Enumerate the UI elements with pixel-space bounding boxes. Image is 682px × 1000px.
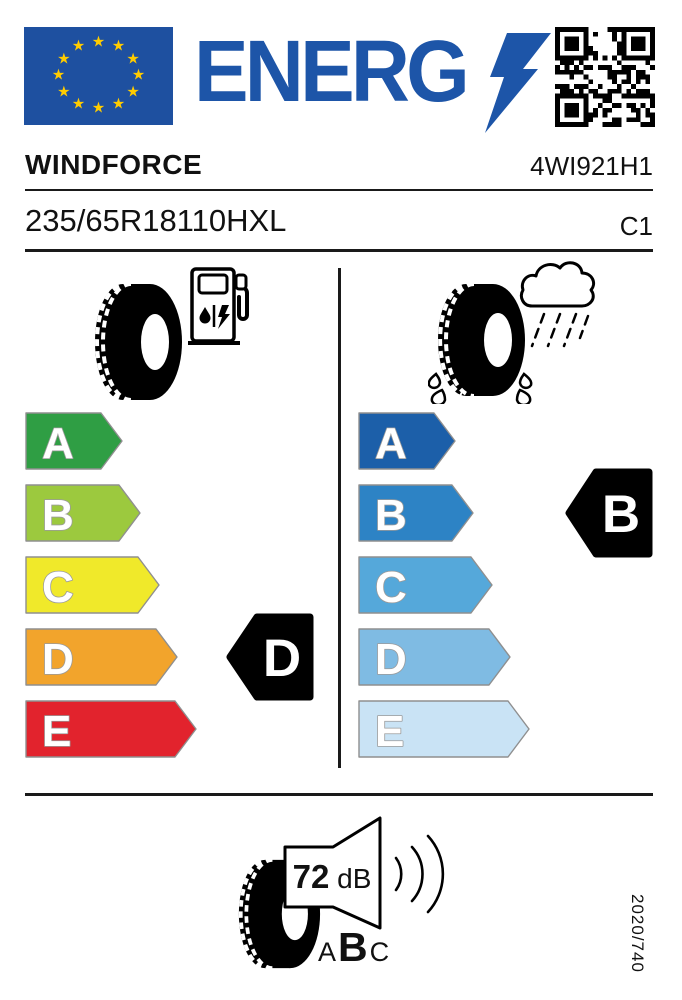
class-letter: B bbox=[42, 491, 74, 540]
eu-star-icon: ★ bbox=[126, 50, 140, 67]
wet-grip-scale bbox=[358, 412, 543, 758]
divider-line bbox=[25, 249, 653, 252]
fuel-rating-letter: D bbox=[262, 629, 302, 688]
eu-star-icon: ★ bbox=[126, 83, 140, 100]
class-letter: D bbox=[42, 635, 74, 684]
regulation-number: 2020/740 bbox=[628, 894, 647, 973]
class-A-arrow bbox=[26, 413, 122, 469]
class-letter: E bbox=[375, 707, 405, 756]
eu-star-icon: ★ bbox=[71, 95, 86, 113]
noise-class-B: B bbox=[338, 924, 368, 970]
class-letter: B bbox=[375, 491, 407, 540]
rain-cloud-icon bbox=[518, 258, 600, 358]
sound-waves-icon bbox=[390, 826, 454, 922]
noise-db-unit: dB bbox=[337, 863, 372, 894]
fuel-efficiency-scale bbox=[25, 412, 210, 758]
eu-star-icon: ★ bbox=[111, 37, 126, 55]
class-letter: E bbox=[42, 707, 72, 756]
eu-star-icon: ★ bbox=[91, 99, 106, 117]
eu-star-icon: ★ bbox=[131, 66, 146, 84]
eu-star-icon: ★ bbox=[71, 37, 86, 55]
noise-class-letters bbox=[318, 924, 389, 968]
wet-grip-rating-letter: B bbox=[601, 485, 641, 544]
class-letter: A bbox=[375, 419, 407, 468]
class-letter: C bbox=[42, 563, 74, 612]
eu-star-icon: ★ bbox=[91, 33, 106, 51]
noise-value bbox=[288, 858, 376, 898]
brand-name: WINDFORCE bbox=[25, 149, 203, 180]
eu-star-icon: ★ bbox=[111, 95, 126, 113]
fuel-pump-icon bbox=[188, 265, 252, 349]
tyre-type-code: 4WI921H1 bbox=[530, 151, 653, 181]
class-A-arrow bbox=[359, 413, 455, 469]
noise-class-C: C bbox=[369, 937, 390, 967]
tyre-class: C1 bbox=[619, 211, 653, 241]
qr-code-icon bbox=[552, 27, 658, 127]
divider-line bbox=[25, 793, 653, 796]
class-letter: C bbox=[375, 563, 407, 612]
noise-db-number: 72 bbox=[292, 858, 330, 895]
eu-flag-icon bbox=[24, 27, 173, 125]
column-divider bbox=[338, 268, 341, 768]
noise-class-A: A bbox=[318, 937, 337, 967]
class-letter: A bbox=[42, 419, 74, 468]
fuel-rating-arrow bbox=[226, 613, 314, 701]
eu-star-icon: ★ bbox=[57, 50, 71, 67]
wet-grip-rating-arrow bbox=[565, 468, 653, 558]
energy-title: ENERG bbox=[194, 23, 467, 120]
class-letter: D bbox=[375, 635, 407, 684]
tire-icon bbox=[93, 282, 183, 402]
eu-star-icon: ★ bbox=[57, 83, 71, 100]
lightning-bolt-icon bbox=[477, 33, 551, 133]
eu-star-icon: ★ bbox=[51, 66, 66, 84]
divider-line bbox=[25, 189, 653, 191]
tyre-dimensions: 235/65R18110HXL bbox=[25, 203, 287, 238]
